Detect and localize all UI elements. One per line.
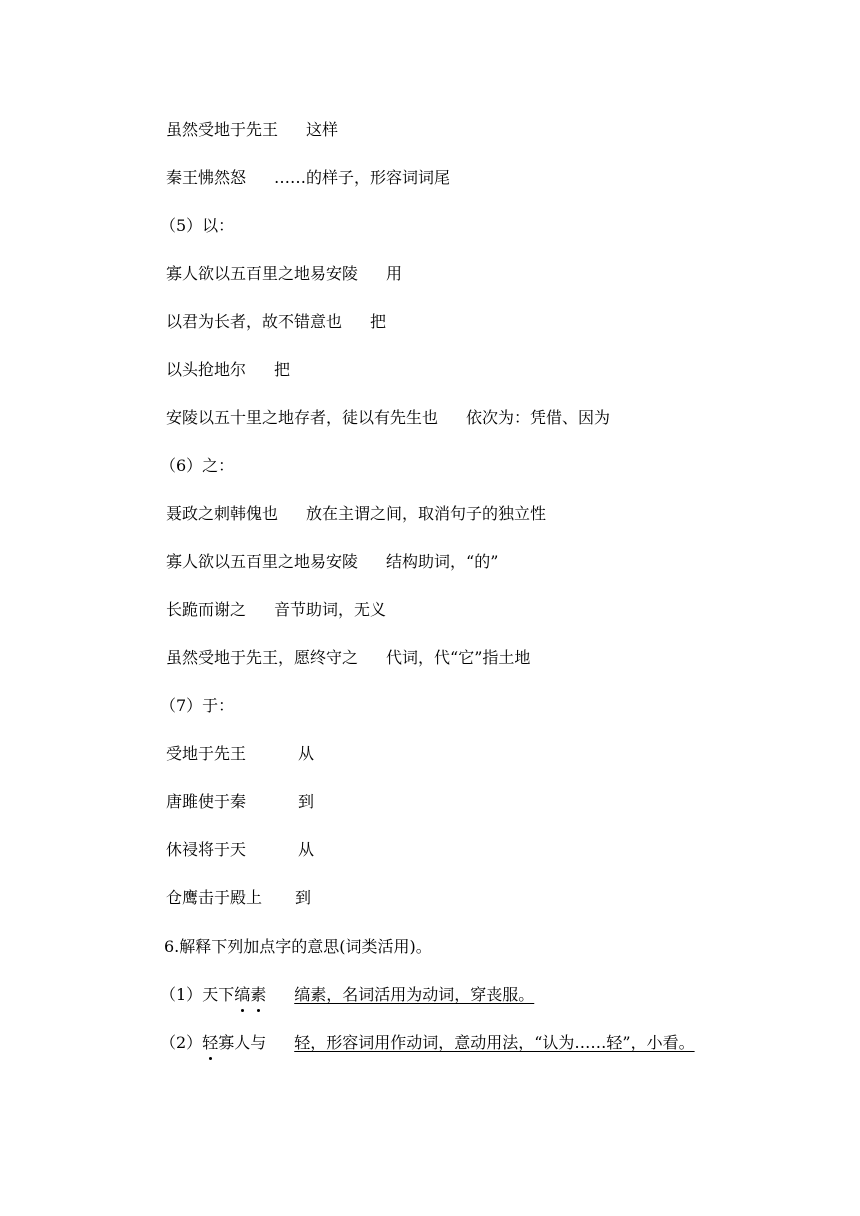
section-heading-7: （7）于： [160,696,235,715]
dotted-char: 缟 [234,985,251,1004]
source-phrase: 以君为长者，故不错意也 [166,312,343,331]
source-phrase: 聂政之刺韩傀也 [166,504,279,523]
answer-text: 轻，形容词用作动词，意动用法，“认为……轻”，小看。 [294,1033,695,1052]
meaning: 把 [274,360,291,379]
meaning: 用 [386,264,403,283]
sentence-row [166,168,450,188]
source-phrase: 虽然受地于先王，愿终守之 [166,648,359,667]
question-6-item-1 [160,985,534,1005]
source-phrase: 休祲将于天 [166,840,247,859]
source-phrase: 寡人欲以五百里之地易安陵 [166,264,359,283]
sentence-row [166,792,314,812]
source-phrase: 安陵以五十里之地存者，徒以有先生也 [166,408,439,427]
question-6-title: 6.解释下列加点字的意思(词类活用)。 [164,937,432,956]
source-phrase: 仓鹰击于殿上 [166,888,263,907]
section-heading-5: （5）以： [160,216,235,235]
meaning: 依次为：凭借、因为 [466,408,611,427]
sentence-row [166,408,610,428]
sentence-row [166,888,311,908]
meaning: 从 [298,840,315,859]
sentence-row [166,360,290,380]
sentence-row [166,312,386,332]
sentence-row [166,744,314,764]
sentence-row [166,504,546,524]
question-6-item-2 [160,1033,695,1053]
source-phrase: 寡人欲以五百里之地易安陵 [166,552,359,571]
dotted-char: 素 [250,985,267,1004]
sentence-row [166,600,386,620]
meaning: 结构助词，“的” [386,552,499,571]
sentence-row [166,648,530,668]
item-number: （2） [160,1033,203,1052]
item-text: 天下 [202,985,235,1004]
meaning: 代词，代“它”指土地 [386,648,531,667]
item-text: 寡人与 [218,1033,267,1052]
answer-text: 缟素，名词活用为动词，穿丧服。 [294,985,535,1004]
meaning: ……的样子，形容词词尾 [274,168,451,187]
sentence-row [166,840,314,860]
meaning: 音节助词，无义 [274,600,387,619]
source-phrase: 受地于先王 [166,744,247,763]
source-phrase: 以头抢地尔 [166,360,247,379]
item-number: （1） [160,985,203,1004]
dotted-char: 轻 [202,1033,219,1052]
sentence-row [166,264,402,284]
meaning: 到 [295,888,312,907]
source-phrase: 虽然受地于先王 [166,120,279,139]
section-heading-6: （6）之： [160,456,235,475]
source-phrase: 长跪而谢之 [166,600,247,619]
meaning: 从 [298,744,315,763]
sentence-row [166,552,498,572]
meaning: 把 [370,312,387,331]
meaning: 到 [298,792,315,811]
source-phrase: 唐雎使于秦 [166,792,247,811]
meaning: 放在主谓之间，取消句子的独立性 [306,504,547,523]
sentence-row [166,120,338,140]
source-phrase: 秦王怫然怒 [166,168,247,187]
meaning: 这样 [306,120,339,139]
